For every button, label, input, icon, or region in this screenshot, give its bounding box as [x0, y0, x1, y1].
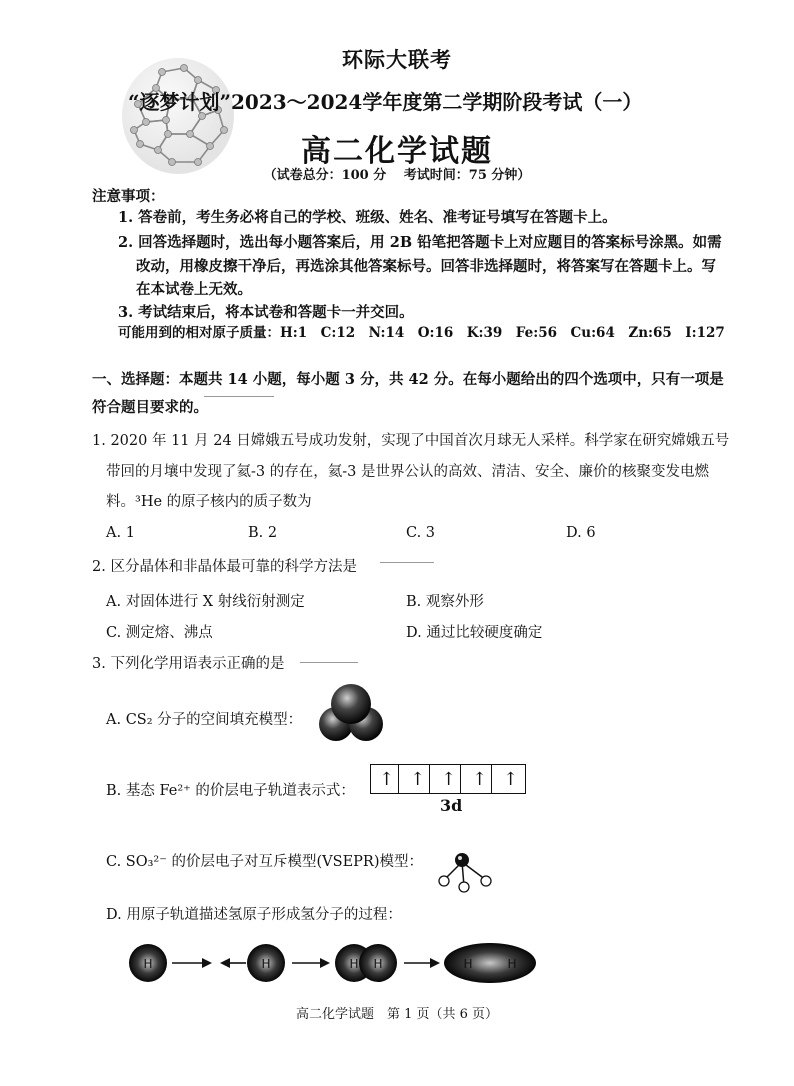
- note-item-2: 2. 回答选择题时，选出每小题答案后，用 2B 铅笔把答题卡上对应题目的答案标号涂黑。如需: [118, 234, 722, 251]
- q2-option-d[interactable]: D. 通过比较硬度确定: [406, 625, 543, 641]
- q2-option-a[interactable]: A. 对固体进行 X 射线衍射测定: [106, 594, 305, 610]
- notes-title: 注意事项：: [92, 188, 165, 205]
- section-1-heading: 一、选择题：本题共 14 小题，每小题 3 分，共 42 分。在每小题给出的四个选项中，只有一项是: [92, 371, 724, 388]
- q3-option-d[interactable]: D. 用原子轨道描述氢原子形成氢分子的过程：: [106, 907, 402, 923]
- vsepr-model-icon: [432, 846, 496, 894]
- section-1-heading-cont: 符合题目要求的。: [92, 399, 208, 416]
- hydrogen-orbital-overlap-icon: [120, 936, 540, 990]
- scan-artifact-line: [380, 562, 434, 563]
- spin-up-arrow-icon: ↑: [441, 769, 457, 790]
- q2-option-b[interactable]: B. 观察外形: [406, 594, 484, 610]
- page-title: 高二化学试题: [301, 134, 493, 169]
- note-item-3: 3. 考试结束后，将本试卷和答题卡一并交回。: [118, 304, 414, 321]
- cs2-space-filling-model-icon: [314, 682, 388, 746]
- svg-text:H: H: [463, 957, 473, 971]
- atomic-mass-line: 可能用到的相对原子质量：H:1 C:12 N:14 O:16 K:39 Fe:56 Cu:64 Zn:65 I:127: [118, 325, 725, 341]
- exam-organizer: 环际大联考: [342, 47, 452, 72]
- scan-artifact-line: [300, 662, 358, 663]
- q3-stem: 3. 下列化学用语表示正确的是: [92, 656, 285, 672]
- exam-info: （试卷总分：100 分 考试时间：75 分钟）: [263, 168, 531, 183]
- svg-text:H: H: [143, 957, 153, 971]
- fe2-orbital-diagram: [370, 764, 526, 794]
- q1-option-c[interactable]: C. 3: [406, 525, 436, 541]
- spin-up-arrow-icon: ↑: [379, 769, 395, 790]
- spin-up-arrow-icon: ↑: [410, 769, 426, 790]
- q1-stem-line2: 带回的月壤中发现了氦-3 的存在，氦-3 是世界公认的高效、清洁、安全、廉价的核聚变发电燃: [106, 464, 709, 480]
- spin-up-arrow-icon: ↑: [503, 769, 519, 790]
- svg-text:H: H: [349, 957, 359, 971]
- svg-text:H: H: [373, 957, 383, 971]
- q1-stem-line3: 料。³He 的原子核内的质子数为: [106, 494, 312, 510]
- note-item-2-cont: 改动，用橡皮擦干净后，再选涂其他答案标号。回答非选择题时，将答案写在答题卡上。写: [136, 258, 716, 275]
- note-item-1: 1. 答卷前，考生务必将自己的学校、班级、姓名、准考证号填写在答题卡上。: [118, 209, 617, 226]
- page-footer: 高二化学试题 第 1 页（共 6 页）: [295, 1007, 499, 1022]
- scan-artifact-line: [204, 396, 274, 397]
- q3-option-b[interactable]: B. 基态 Fe²⁺ 的价层电子轨道表示式：: [106, 783, 355, 799]
- q3-option-a[interactable]: A. CS₂ 分子的空间填充模型：: [106, 712, 303, 728]
- note-item-2-end: 在本试卷上无效。: [136, 281, 252, 298]
- orbital-label: 3d: [440, 796, 463, 815]
- svg-text:H: H: [261, 957, 271, 971]
- q3-option-c[interactable]: C. SO₃²⁻ 的价层电子对互斥模型(VSEPR)模型：: [106, 854, 423, 870]
- q2-option-c[interactable]: C. 测定熔、沸点: [106, 625, 213, 641]
- spin-up-arrow-icon: ↑: [472, 769, 488, 790]
- exam-name: “逐梦计划”2023～2024学年度第二学期阶段考试（一）: [128, 90, 643, 114]
- q1-option-d[interactable]: D. 6: [566, 525, 596, 541]
- q1-stem-line1: 1. 2020 年 11 月 24 日嫦娥五号成功发射，实现了中国首次月球无人采样。科学家在研究嫦娥五号: [92, 433, 730, 449]
- svg-text:H: H: [507, 957, 517, 971]
- q1-option-a[interactable]: A. 1: [106, 525, 135, 541]
- q2-stem: 2. 区分晶体和非晶体最可靠的科学方法是: [92, 559, 357, 575]
- q1-option-b[interactable]: B. 2: [248, 525, 278, 541]
